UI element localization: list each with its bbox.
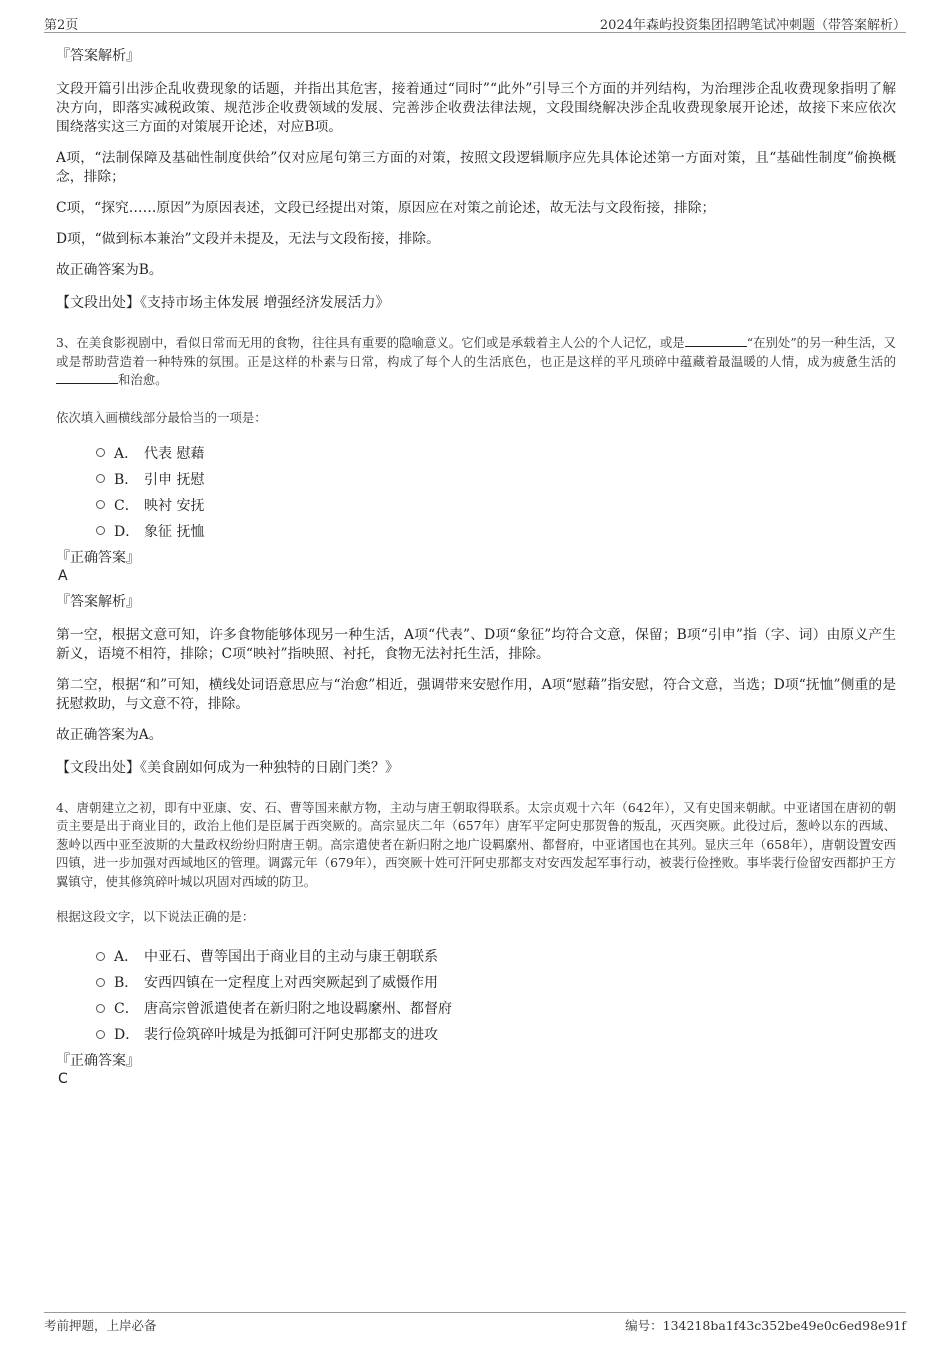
question-3-prompt: 依次填入画横线部分最恰当的一项是： xyxy=(56,409,267,425)
analysis-paragraph: A项，“法制保障及基础性制度供给”仅对应尾句第三方面的对策，按照文段逻辑顺序应先具体论述第一方面对策，且“基础性制度”偷换概念，排除； xyxy=(56,150,896,185)
page-header xyxy=(44,12,906,33)
option-d[interactable]: D． 象征 抚恤 xyxy=(96,518,896,544)
correct-answer: C xyxy=(58,1071,68,1087)
analysis-paragraph: D项，“做到标本兼治”文段并未提及，无法与文段衔接，排除。 xyxy=(56,231,440,247)
radio-icon[interactable] xyxy=(96,1030,105,1039)
question-3-options xyxy=(96,440,896,544)
document-id: 编号：134218ba1f43c352be49e0c6ed98e91f xyxy=(625,1318,906,1333)
analysis-paragraph: 第二空，根据“和”可知，横线处词语意思应与“治愈”相近，强调带来安慰作用，A项“慰藉”指安慰，符合文意，当选；D项“抚恤”侧重的是抚慰救助，与文意不符，排除。 xyxy=(56,676,896,712)
radio-icon[interactable] xyxy=(96,448,105,457)
page-number: 第2页 xyxy=(44,18,79,33)
question-4-text: 4、唐朝建立之初，即有中亚康、安、石、曹等国来献方物，主动与唐王朝取得联系。太宗贞观十六年（642年），又有史国来朝献。中亚诸国在唐初的朝贡主要是出于商业目的，政治上他们是臣属于西突厥的。高宗显庆二年（657年）唐军平定阿史那贺鲁的叛乱，灭西突厥。此役过后，葱岭以东的西域、葱岭以西中亚至波斯的大量政权纷纷归附唐王朝。高宗遣使者在新归附之地广设羁縻州、都督府，中亚诸国也在其列。显庆三年（658年），唐朝设置安西四镇，进一步加强对西域地区的管理。调露元年（679年），西突厥十姓可汗阿史那都支对安西发起军事行动，被裴行俭挫败。事毕裴行俭留安西都护王方翼镇守，使其修筑碎叶城以巩固对西域的防卫。 xyxy=(56,799,896,889)
radio-icon[interactable] xyxy=(96,526,105,535)
option-d[interactable]: D． 裴行俭筑碎叶城是为抵御可汗阿史那都支的进攻 xyxy=(96,1021,896,1047)
fill-blank xyxy=(56,371,118,384)
analysis-paragraph: C项，“探究……原因”为原因表述，文段已经提出对策，原因应在对策之前论述，故无法与文段衔接，排除； xyxy=(56,200,716,216)
question-4-prompt: 根据这段文字，以下说法正确的是： xyxy=(56,909,255,924)
question-4-options xyxy=(96,943,896,1047)
correct-answer-heading: 『正确答案』 xyxy=(56,1053,140,1069)
page-content xyxy=(56,46,896,1095)
radio-icon[interactable] xyxy=(96,952,105,961)
radio-icon[interactable] xyxy=(96,978,105,987)
option-b[interactable]: B． 安西四镇在一定程度上对西突厥起到了威慑作用 xyxy=(96,969,896,995)
document-title: 2024年森屿投资集团招聘笔试冲刺题（带答案解析） xyxy=(599,18,906,33)
correct-answer-heading: 『正确答案』 xyxy=(56,549,140,566)
analysis-heading: 『答案解析』 xyxy=(56,593,140,610)
question-3-text: 3、在美食影视剧中，看似日常而无用的食物，往往具有重要的隐喻意义。它们或是承载着主人公的个人记忆，或是 “在别处”的另一种生活，又或是帮助营造着一种特殊的氛围。正是这样的朴素与日常，构成了每个人的生活底色，也正是这样的平凡琐碎中蕴藏着最温暖的人情，成为疲惫生活的和治愈。 xyxy=(56,335,896,387)
analysis-paragraph: 文段开篇引出涉企乱收费现象的话题，并指出其危害，接着通过“同时”“此外”引导三个方面的并列结构，为治理涉企乱收费现象指明了解决方向，即落实减税政策、规范涉企收费领域的发展、完善涉企收费法律法规，文段围绕解决涉企乱收费现象展开论述，故接下来应依次围绕落实这三方面的对策展开论述，对应B项。 xyxy=(56,81,896,135)
answer-conclusion: 故正确答案为A。 xyxy=(56,726,163,743)
analysis-paragraph: 第一空，根据文意可知，许多食物能够体现另一种生活，A项“代表”、D项“象征”均符合文意，保留；B项“引申”指（字、词）由原义产生新义，语境不相符，排除；C项“映衬”指映照、衬托，食物无法衬托生活，排除。 xyxy=(56,626,896,662)
footer-slogan: 考前押题，上岸必备 xyxy=(44,1318,157,1333)
radio-icon[interactable] xyxy=(96,474,105,483)
radio-icon[interactable] xyxy=(96,500,105,509)
option-a[interactable]: A． 代表 慰藉 xyxy=(96,440,896,466)
radio-icon[interactable] xyxy=(96,1004,105,1013)
analysis-heading: 『答案解析』 xyxy=(56,48,140,64)
fill-blank xyxy=(685,334,747,347)
correct-answer: A xyxy=(58,567,68,584)
option-a[interactable]: A． 中亚石、曹等国出于商业目的主动与康王朝联系 xyxy=(96,943,896,969)
option-b[interactable]: B． 引申 抚慰 xyxy=(96,466,896,492)
option-c[interactable]: C． 唐高宗曾派遣使者在新归附之地设羁縻州、都督府 xyxy=(96,995,896,1021)
source-citation: 【文段出处】《美食剧如何成为一种独特的日剧门类？》 xyxy=(56,759,399,776)
answer-conclusion: 故正确答案为B。 xyxy=(56,262,163,278)
page-footer xyxy=(44,1312,906,1335)
source-citation: 【文段出处】《支持市场主体发展 增强经济发展活力》 xyxy=(56,295,390,311)
option-c[interactable]: C． 映衬 安抚 xyxy=(96,492,896,518)
